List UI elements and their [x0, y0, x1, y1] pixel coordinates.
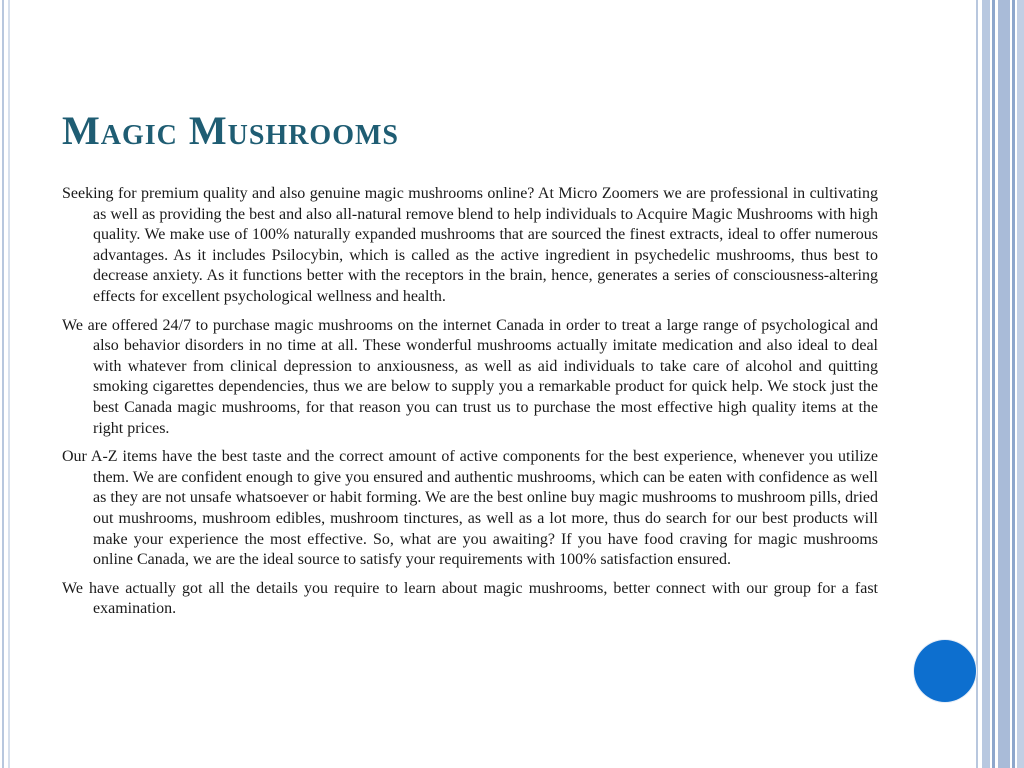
left-border-decoration — [0, 0, 12, 768]
paragraph: We are offered 24/7 to purchase magic mushrooms on the internet Canada in order to treat a large range of psychological and also behavior disorders in no time at all. These wonderful mushrooms actually imitate medication and also ideal to deal with whatever from clinical depression to anxiousness, as well as aid individuals to take care of alcohol and quitting smoking cigarettes dependencies, thus we are below to supply you a remarkable product for quick help. We stock just the best Canada magic mushrooms, for that reason you can trust us to purchase the most effective high quality items at the right prices. — [62, 316, 878, 437]
right-border-stripe — [992, 0, 995, 768]
left-border-line — [8, 0, 10, 768]
decorative-circle — [914, 640, 976, 702]
right-border-stripe — [1012, 0, 1015, 768]
right-border-stripe — [1017, 0, 1024, 768]
right-border-stripe — [982, 0, 990, 768]
slide-body — [62, 184, 878, 628]
right-border-stripe — [998, 0, 1010, 768]
paragraph: Seeking for premium quality and also genuine magic mushrooms online? At Micro Zoomers we are professional in cultivating as well as providing the best and also all-natural remove blend to help individuals to Acquire Magic Mushrooms with high quality. We make use of 100% naturally expanded mushrooms that are sourced the finest extracts, ideal to offer numerous advantages. As it includes Psilocybin, which is called as the active ingredient in psychedelic mushrooms, thus best to decrease anxiety. As it functions better with the receptors in the brain, hence, generates a series of consciousness-altering effects for excellent psychological wellness and health. — [62, 185, 878, 305]
right-border-decoration — [976, 0, 1024, 768]
slide-title: Magic Mushrooms — [62, 108, 399, 153]
left-border-line — [2, 0, 4, 768]
paragraph: Our A-Z items have the best taste and the correct amount of active components for the best experience, whenever you utilize them. We are confident enough to give you ensured and authentic mushrooms, which can be eaten with confidence as well as they are not unsafe whatsoever or habit forming. We are the best online buy magic mushrooms to mushroom pills, dried out mushrooms, mushroom edibles, mushroom tinctures, as well as a lot more, thus do search for our best products will make your experience the most effective. So, what are you awaiting? If you have food craving for magic mushrooms online Canada, we are the ideal source to satisfy your requirements with 100% satisfaction ensured. — [62, 448, 878, 569]
right-border-stripe — [976, 0, 978, 768]
paragraph: We have actually got all the details you require to learn about magic mushrooms, better connect with our group for a fast examination. — [62, 579, 878, 618]
